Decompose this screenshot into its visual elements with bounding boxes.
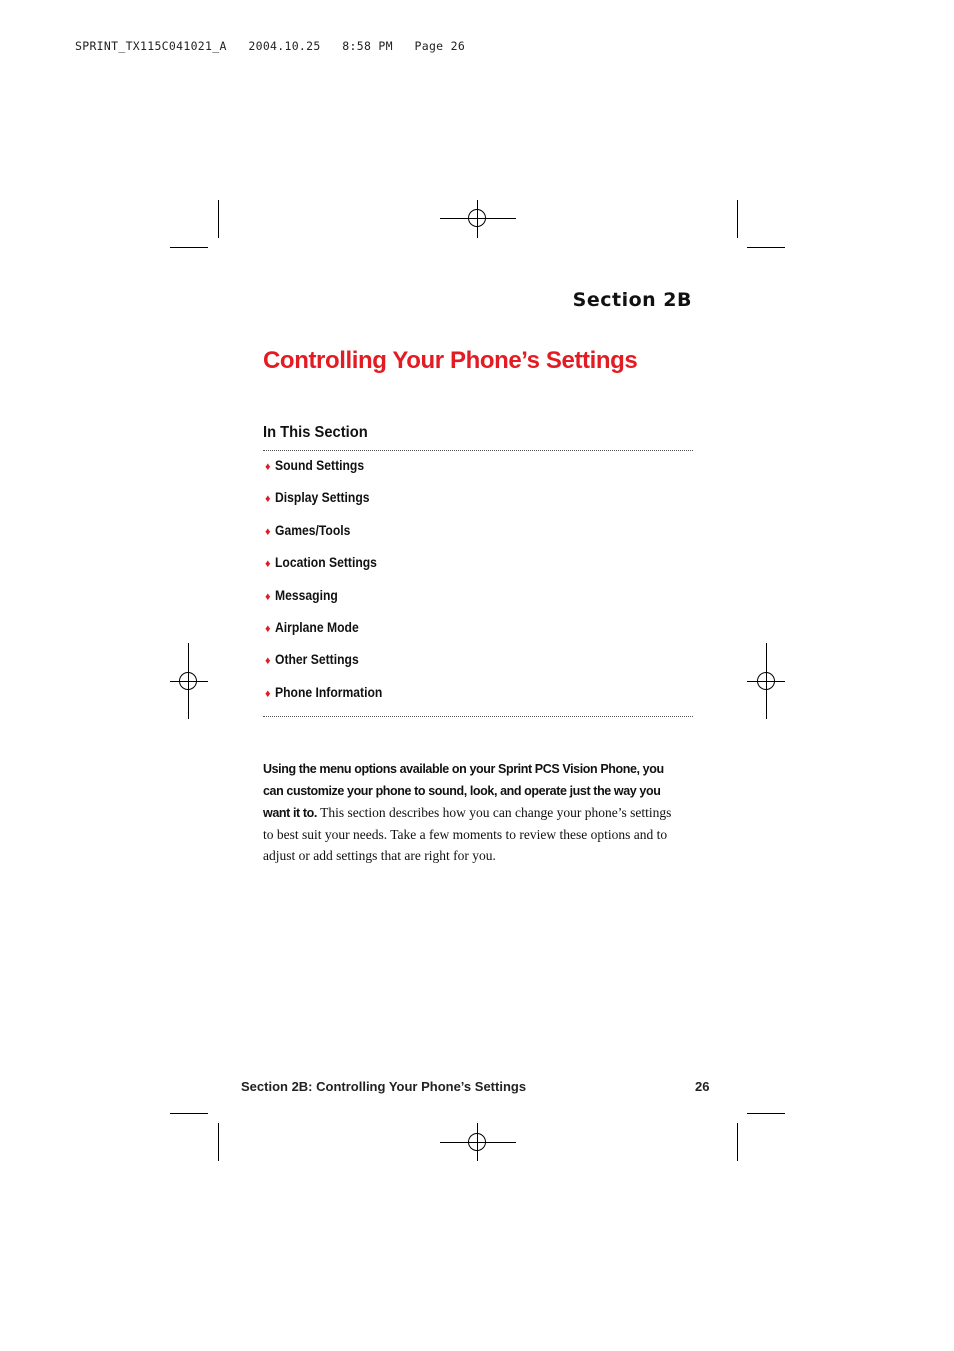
diamond-bullet-icon: ♦ <box>265 525 271 538</box>
print-slug: SPRINT_TX115C041021_A 2004.10.25 8:58 PM Page 26 <box>75 39 466 53</box>
crop-mark <box>170 1113 208 1114</box>
crop-mark <box>737 1123 738 1161</box>
diamond-bullet-icon: ♦ <box>265 558 271 571</box>
registration-mark-circle <box>757 672 775 690</box>
divider <box>263 450 693 451</box>
list-item-label: Phone Information <box>274 684 382 700</box>
list-item <box>265 685 394 717</box>
crop-mark <box>218 1123 219 1161</box>
list-item <box>265 620 394 652</box>
page-title: Controlling Your Phone’s Settings <box>263 347 638 374</box>
crop-mark <box>737 200 738 238</box>
in-this-section-heading: In This Section <box>263 424 368 441</box>
list-item <box>265 458 394 490</box>
diamond-bullet-icon: ♦ <box>265 461 271 473</box>
crop-mark <box>218 200 219 238</box>
list-item-label: Messaging <box>274 587 338 603</box>
list-item <box>265 652 394 684</box>
diamond-bullet-icon: ♦ <box>265 687 271 700</box>
registration-mark-circle <box>468 1133 486 1151</box>
page-number: 26 <box>695 1079 710 1094</box>
diamond-bullet-icon: ♦ <box>265 493 271 506</box>
intro-body: This section describes how you can change your phone’s settings to best suit your needs. Take a few moments to review these options and to adjust or add settings that are right for you. <box>263 805 672 863</box>
list-item <box>265 523 394 555</box>
intro-paragraph <box>263 758 673 866</box>
registration-mark-circle <box>179 672 197 690</box>
list-item-label: Other Settings <box>274 652 359 668</box>
diamond-bullet-icon: ♦ <box>265 655 271 668</box>
list-item-label: Location Settings <box>274 555 377 571</box>
diamond-bullet-icon: ♦ <box>265 622 271 635</box>
list-item <box>265 555 394 587</box>
list-item-label: Display Settings <box>274 490 370 506</box>
list-item-label: Sound Settings <box>274 458 364 473</box>
list-item <box>265 588 394 620</box>
crop-mark <box>747 1113 785 1114</box>
footer-section-title: Section 2B: Controlling Your Phone’s Settings <box>241 1079 527 1094</box>
crop-mark <box>170 247 208 248</box>
intro-lead: Using the menu options available on your Sprint PCS Vision Phone, you can customize your phone to sound, look, and operate just the way you want it to. <box>263 762 664 820</box>
divider <box>263 716 693 717</box>
list-item-label: Airplane Mode <box>274 619 359 635</box>
diamond-bullet-icon: ♦ <box>265 590 271 603</box>
list-item-label: Games/Tools <box>274 522 351 538</box>
registration-mark-circle <box>468 209 486 227</box>
crop-mark <box>747 247 785 248</box>
list-item <box>265 490 394 522</box>
section-contents-list <box>265 458 394 717</box>
section-label: Section 2B <box>572 289 692 311</box>
